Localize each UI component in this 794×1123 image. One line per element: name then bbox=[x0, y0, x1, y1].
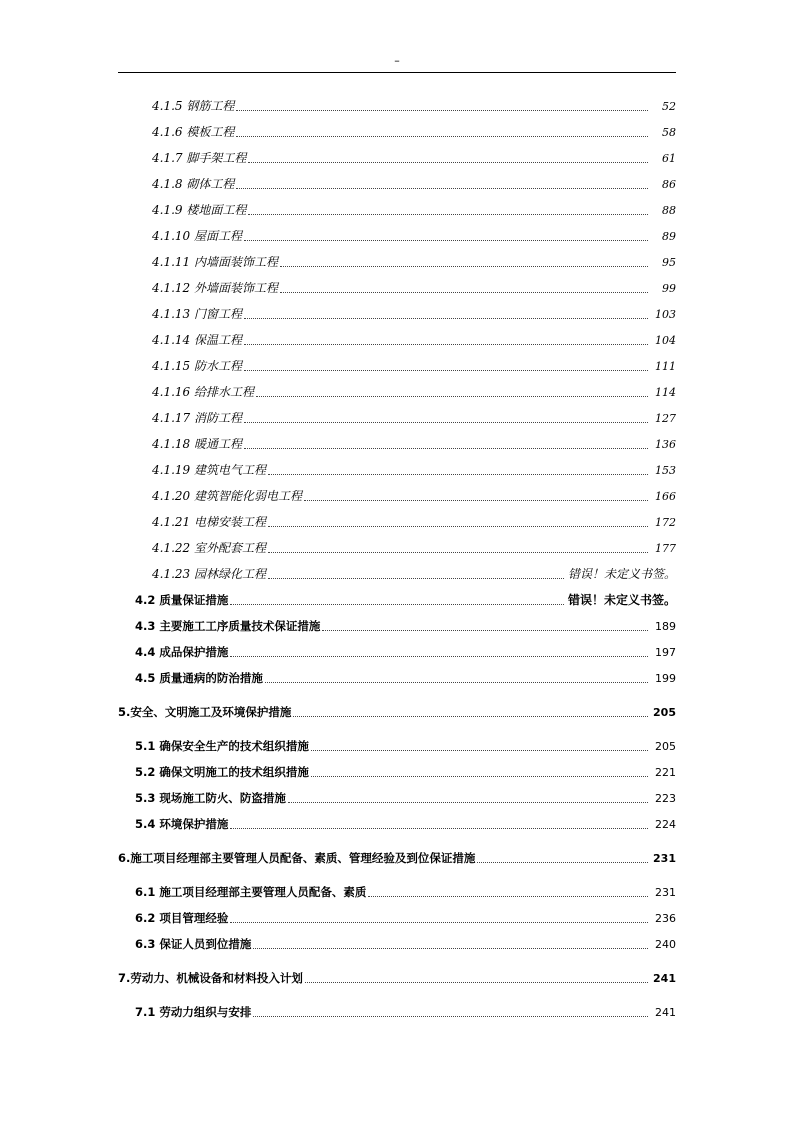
toc-entry[interactable] bbox=[135, 669, 676, 687]
toc-entry-label: 4.1.7 脚手架工程 bbox=[152, 151, 247, 165]
toc-entry[interactable] bbox=[152, 149, 676, 167]
toc-entry[interactable] bbox=[152, 123, 676, 141]
toc-entry-page: 104 bbox=[655, 334, 676, 347]
toc-entry-page: 231 bbox=[655, 886, 676, 899]
toc-entry-page: 221 bbox=[655, 766, 676, 779]
toc-entry-label: 5.2 确保文明施工的技术组织措施 bbox=[135, 765, 309, 779]
toc-entry-label: 4.1.23 园林绿化工程 bbox=[152, 567, 266, 581]
toc-entry-label: 5.3 现场施工防火、防盗措施 bbox=[135, 791, 286, 805]
toc-leader-dots bbox=[280, 291, 648, 293]
toc-entry-page: 166 bbox=[655, 490, 676, 503]
toc-entry[interactable] bbox=[152, 539, 676, 557]
toc-entry-page: 95 bbox=[662, 256, 676, 269]
toc-entry[interactable] bbox=[118, 849, 676, 867]
toc-leader-dots bbox=[304, 499, 648, 501]
toc-entry-label: 6.施工项目经理部主要管理人员配备、素质、管理经验及到位保证措施 bbox=[118, 851, 476, 865]
toc-entry-page: 241 bbox=[653, 972, 676, 985]
toc-entry-page: 61 bbox=[662, 152, 676, 165]
toc-entry[interactable] bbox=[135, 935, 676, 953]
toc-leader-dots bbox=[477, 861, 648, 863]
toc-entry-label: 5.安全、文明施工及环境保护措施 bbox=[118, 705, 292, 719]
toc-entry-label: 4.1.21 电梯安装工程 bbox=[152, 515, 266, 529]
toc-entry[interactable] bbox=[152, 253, 676, 271]
toc-entry[interactable] bbox=[135, 815, 676, 833]
toc-leader-dots bbox=[230, 827, 648, 829]
toc-entry-page: 241 bbox=[655, 1006, 676, 1019]
toc-entry-page: 88 bbox=[662, 204, 676, 217]
toc-entry-page: 52 bbox=[662, 100, 676, 113]
toc-entry-label: 4.2 质量保证措施 bbox=[135, 593, 229, 607]
toc-leader-dots bbox=[248, 161, 648, 163]
toc-entry-page: 错误！未定义书签。 bbox=[567, 567, 676, 581]
toc-entry-label: 4.1.5 钢筋工程 bbox=[152, 99, 235, 113]
toc-entry-page: 111 bbox=[655, 360, 676, 373]
toc-entry[interactable] bbox=[152, 435, 676, 453]
toc-entry-label: 6.3 保证人员到位措施 bbox=[135, 937, 252, 951]
toc-leader-dots bbox=[253, 1015, 648, 1017]
toc-entry-page: 86 bbox=[662, 178, 676, 191]
toc-leader-dots bbox=[311, 749, 648, 751]
toc-leader-dots bbox=[244, 239, 648, 241]
toc-entry[interactable] bbox=[135, 1003, 676, 1021]
toc-leader-dots bbox=[256, 395, 648, 397]
toc-entry[interactable] bbox=[152, 97, 676, 115]
toc-entry-page: 231 bbox=[653, 852, 676, 865]
page-header-mark: – bbox=[394, 54, 400, 67]
toc-entry-page: 199 bbox=[655, 672, 676, 685]
toc-entry-label: 4.1.10 屋面工程 bbox=[152, 229, 242, 243]
toc-entry[interactable] bbox=[152, 305, 676, 323]
toc-leader-dots bbox=[268, 473, 648, 475]
toc-entry[interactable] bbox=[118, 969, 676, 987]
toc-entry[interactable] bbox=[152, 357, 676, 375]
toc-entry[interactable] bbox=[135, 591, 676, 609]
toc-entry[interactable] bbox=[152, 201, 676, 219]
toc-leader-dots bbox=[368, 895, 648, 897]
toc-leader-dots bbox=[280, 265, 648, 267]
toc-leader-dots bbox=[230, 655, 648, 657]
toc-entry-label: 4.1.6 模板工程 bbox=[152, 125, 235, 139]
toc-entry[interactable] bbox=[135, 737, 676, 755]
toc-entry-page: 177 bbox=[655, 542, 676, 555]
toc-entry-label: 6.1 施工项目经理部主要管理人员配备、素质 bbox=[135, 885, 367, 899]
toc-entry-page: 58 bbox=[662, 126, 676, 139]
toc-leader-dots bbox=[236, 109, 648, 111]
toc-entry-label: 4.1.8 砌体工程 bbox=[152, 177, 235, 191]
toc-entry-page: 240 bbox=[655, 938, 676, 951]
toc-leader-dots bbox=[236, 187, 648, 189]
toc-entry-label: 4.1.15 防水工程 bbox=[152, 359, 242, 373]
toc-entry-label: 4.1.20 建筑智能化弱电工程 bbox=[152, 489, 302, 503]
toc-entry[interactable] bbox=[152, 409, 676, 427]
toc-leader-dots bbox=[265, 681, 648, 683]
toc-entry-page: 189 bbox=[655, 620, 676, 633]
toc-leader-dots bbox=[253, 947, 648, 949]
toc-entry-page: 197 bbox=[655, 646, 676, 659]
toc-entry-label: 4.1.9 楼地面工程 bbox=[152, 203, 247, 217]
toc-entry-label: 4.1.18 暖通工程 bbox=[152, 437, 242, 451]
toc-entry[interactable] bbox=[118, 703, 676, 721]
toc-entry-page: 114 bbox=[655, 386, 676, 399]
toc-entry-page: 223 bbox=[655, 792, 676, 805]
toc-entry-label: 5.1 确保安全生产的技术组织措施 bbox=[135, 739, 309, 753]
toc-leader-dots bbox=[305, 981, 648, 983]
toc-entry-page: 89 bbox=[662, 230, 676, 243]
toc-entry-label: 4.1.17 消防工程 bbox=[152, 411, 242, 425]
toc-entry-page: 103 bbox=[655, 308, 676, 321]
toc-entry[interactable] bbox=[152, 279, 676, 297]
toc-leader-dots bbox=[230, 921, 648, 923]
toc-entry-page: 127 bbox=[655, 412, 676, 425]
toc-entry-page: 99 bbox=[662, 282, 676, 295]
toc-entry[interactable] bbox=[135, 883, 676, 901]
toc-entry[interactable] bbox=[135, 763, 676, 781]
toc-leader-dots bbox=[268, 551, 648, 553]
toc-leader-dots bbox=[244, 343, 648, 345]
toc-entry-label: 7.1 劳动力组织与安排 bbox=[135, 1005, 252, 1019]
toc-entry-label: 4.4 成品保护措施 bbox=[135, 645, 229, 659]
toc-entry-page: 153 bbox=[655, 464, 676, 477]
toc-entry-label: 4.1.19 建筑电气工程 bbox=[152, 463, 266, 477]
toc-leader-dots bbox=[311, 775, 648, 777]
toc-leader-dots bbox=[244, 317, 648, 319]
toc-entry[interactable] bbox=[152, 331, 676, 349]
toc-leader-dots bbox=[268, 577, 564, 579]
toc-leader-dots bbox=[230, 603, 564, 605]
toc-entry-page: 205 bbox=[655, 740, 676, 753]
toc-leader-dots bbox=[244, 421, 648, 423]
toc-leader-dots bbox=[244, 447, 648, 449]
toc-entry[interactable] bbox=[152, 513, 676, 531]
toc-entry[interactable] bbox=[152, 175, 676, 193]
toc-entry-label: 4.1.12 外墙面装饰工程 bbox=[152, 281, 278, 295]
toc-entry[interactable] bbox=[135, 643, 676, 661]
toc-entry-label: 4.3 主要施工工序质量技术保证措施 bbox=[135, 619, 321, 633]
toc-entry[interactable] bbox=[135, 617, 676, 635]
toc-entry-label: 4.1.13 门窗工程 bbox=[152, 307, 242, 321]
toc-leader-dots bbox=[248, 213, 648, 215]
toc-entry[interactable] bbox=[152, 461, 676, 479]
toc-leader-dots bbox=[236, 135, 648, 137]
toc-entry-page: 236 bbox=[655, 912, 676, 925]
toc-entry-label: 4.1.14 保温工程 bbox=[152, 333, 242, 347]
toc-entry-label: 4.5 质量通病的防治措施 bbox=[135, 671, 263, 685]
toc-entry-label: 4.1.11 内墙面装饰工程 bbox=[152, 255, 278, 269]
toc-leader-dots bbox=[322, 629, 648, 631]
toc-entry[interactable] bbox=[152, 383, 676, 401]
toc-entry-label: 5.4 环境保护措施 bbox=[135, 817, 229, 831]
toc-leader-dots bbox=[268, 525, 648, 527]
toc-leader-dots bbox=[288, 801, 648, 803]
toc-leader-dots bbox=[293, 715, 648, 717]
toc-entry-label: 6.2 项目管理经验 bbox=[135, 911, 229, 925]
toc-entry[interactable] bbox=[152, 487, 676, 505]
toc-entry-label: 4.1.22 室外配套工程 bbox=[152, 541, 266, 555]
toc-entry-page: 205 bbox=[653, 706, 676, 719]
toc-entry-page: 224 bbox=[655, 818, 676, 831]
toc-entry-page: 172 bbox=[655, 516, 676, 529]
toc-entry[interactable] bbox=[152, 565, 676, 583]
toc-entry[interactable] bbox=[152, 227, 676, 245]
toc-entry[interactable] bbox=[135, 789, 676, 807]
toc-entry-label: 4.1.16 给排水工程 bbox=[152, 385, 254, 399]
toc-entry-page: 错误！未定义书签。 bbox=[567, 593, 676, 607]
toc-entry-label: 7.劳动力、机械设备和材料投入计划 bbox=[118, 971, 303, 985]
toc-leader-dots bbox=[244, 369, 648, 371]
toc-entry[interactable] bbox=[135, 909, 676, 927]
toc-entry-page: 136 bbox=[655, 438, 676, 451]
